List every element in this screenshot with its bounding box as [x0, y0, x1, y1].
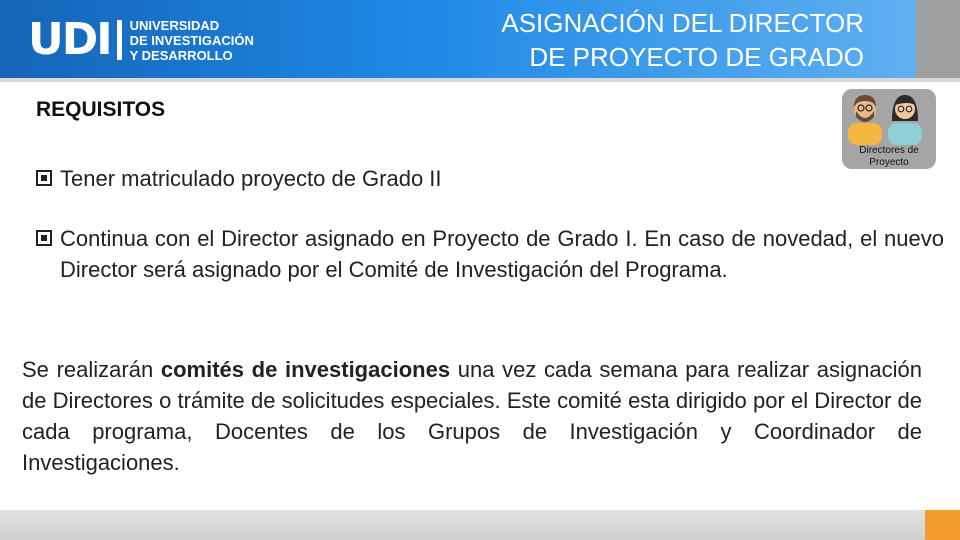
- logo-divider: [117, 20, 122, 60]
- logo-line-3: Y DESARROLLO: [129, 47, 233, 63]
- footer-bar: [0, 510, 925, 540]
- badge-label: Directores de Proyecto: [859, 145, 919, 168]
- requirements-heading: REQUISITOS: [36, 98, 166, 121]
- bullet-text: Tener matriculado proyecto de Grado II: [60, 166, 442, 191]
- bullet-text: Continua con el Director asignado en Proyecto de Grado I. En caso de novedad, el nuevo Director será asignado por el Comité de Investigación del Programa.: [60, 226, 944, 282]
- directors-people-icon: [842, 89, 936, 149]
- square-bullet-icon: [36, 223, 60, 285]
- paragraph-text-end: una vez cada semana para realizar asignación de Directores o trámite de solicitudes especiales. Este comité esta dirigido por el Director de cada programa, Docentes de los Grupos de Investigación y Coordinador de Investigaciones.: [22, 357, 922, 475]
- header-divider: [0, 78, 960, 82]
- header-gray-block: [916, 0, 960, 78]
- committee-paragraph: [22, 354, 922, 478]
- udi-logo: [28, 16, 254, 64]
- directors-badge: [842, 89, 936, 169]
- square-bullet-icon: [36, 163, 60, 194]
- logo-line-1: UNIVERSIDAD: [129, 17, 220, 33]
- logo-mark: UDI: [28, 14, 111, 65]
- requirement-bullet-2: [36, 223, 944, 285]
- requirement-bullet-1: [36, 163, 556, 194]
- title-line-1: ASIGNACIÓN DEL DIRECTOR: [501, 8, 864, 38]
- logo-text: [130, 18, 254, 63]
- header-banner: [0, 0, 916, 78]
- logo-line-2: DE INVESTIGACIÓN: [129, 32, 254, 48]
- paragraph-bold-text: comités de investigaciones: [160, 357, 451, 382]
- footer-accent: [925, 510, 960, 540]
- paragraph-text-start: Se realizarán: [22, 357, 161, 382]
- title-line-2: DE PROYECTO DE GRADO: [529, 42, 864, 72]
- slide-title: [501, 6, 864, 74]
